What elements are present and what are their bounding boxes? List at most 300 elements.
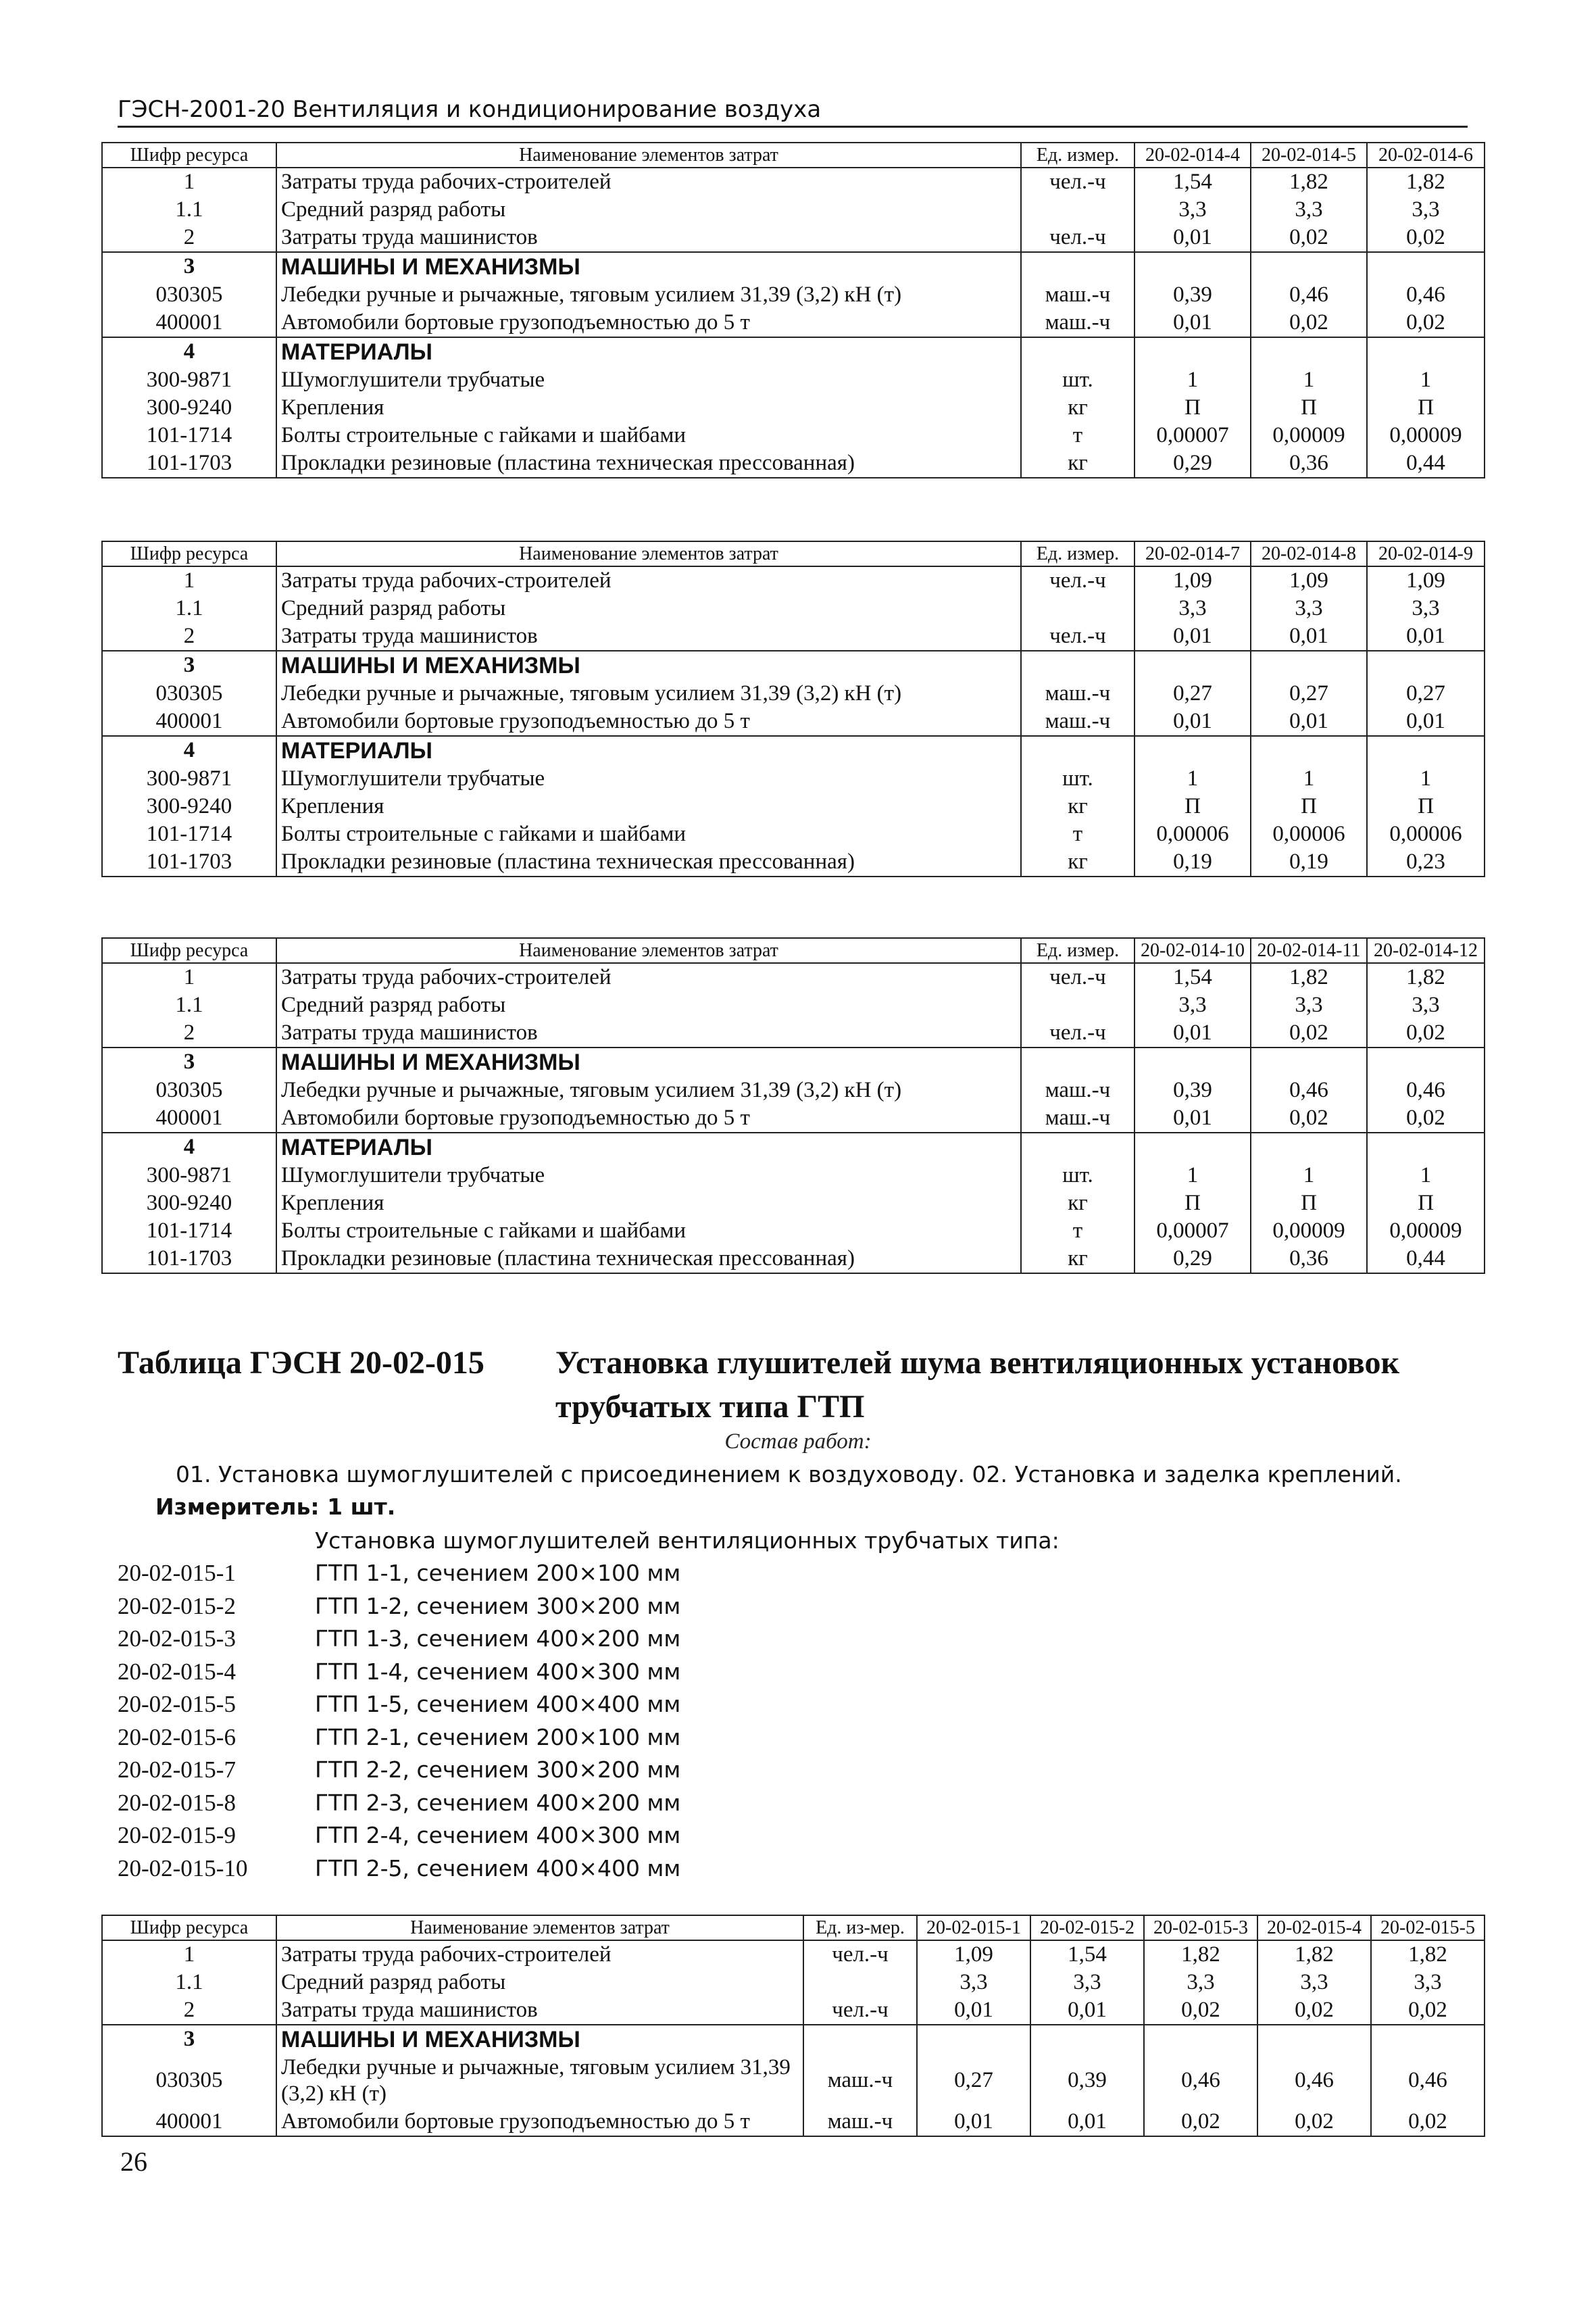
col-header-rate: 20-02-015-3 (1144, 1915, 1257, 1940)
table-row (102, 1996, 1485, 2025)
cell-value: 3,3 (1367, 991, 1485, 1019)
cell-value: 0,01 (1030, 1996, 1144, 2025)
cell-value (1251, 651, 1367, 680)
cell-unit: чел.-ч (1021, 1019, 1134, 1048)
cell-value: 1,09 (917, 1940, 1030, 1969)
table-row (102, 1940, 1485, 1969)
cell-value: 0,02 (1257, 1996, 1371, 2025)
cell-value: 0,02 (1144, 2108, 1257, 2136)
variant-item (118, 1560, 680, 1593)
cell-name: Затраты труда машинистов (276, 224, 1021, 252)
measure-unit: Измеритель: 1 шт. (155, 1494, 396, 1520)
col-header-rate: 20-02-015-5 (1371, 1915, 1485, 1940)
cell-unit (1021, 1048, 1134, 1077)
cell-name: МАШИНЫ И МЕХАНИЗМЫ (276, 651, 1021, 680)
cell-code: 2 (102, 622, 276, 651)
cell-unit: шт. (1021, 1162, 1134, 1189)
col-header-rate: 20-02-014-4 (1134, 143, 1251, 168)
cell-code: 300-9871 (102, 366, 276, 394)
cell-unit: шт. (1021, 366, 1134, 394)
table-row (102, 963, 1485, 991)
variant-text: ГТП 2-2, сечением 300×200 мм (315, 1756, 681, 1783)
table-row (102, 622, 1485, 651)
variant-item (118, 1855, 680, 1888)
cell-value: 0,01 (1134, 224, 1251, 252)
variant-text: ГТП 1-5, сечением 400×400 мм (315, 1691, 681, 1717)
page-number: 26 (120, 2146, 147, 2177)
col-header-code: Шифр ресурса (102, 541, 276, 566)
cell-value: П (1367, 1189, 1485, 1217)
cell-code: 101-1703 (102, 449, 276, 478)
cell-value: 0,44 (1367, 449, 1485, 478)
table-header-row (102, 938, 1485, 963)
cell-code: 400001 (102, 1104, 276, 1133)
cell-name: Лебедки ручные и рычажные, тяговым усилием 31,39 (3,2) кН (т) (276, 281, 1021, 309)
cell-unit (803, 2025, 917, 2054)
cell-value: 1 (1251, 366, 1367, 394)
cell-unit: кг (1021, 1189, 1134, 1217)
cell-unit (1021, 991, 1134, 1019)
cell-value: 3,3 (1257, 1969, 1371, 1996)
variant-code: 20-02-015-5 (118, 1691, 236, 1717)
cell-name: Затраты труда рабочих-строителей (276, 566, 1021, 595)
table-header-row (102, 1915, 1485, 1940)
cell-value: 0,36 (1251, 1245, 1367, 1273)
cell-code: 4 (102, 736, 276, 765)
table-row (102, 1162, 1485, 1189)
table-row (102, 337, 1485, 366)
cell-value: 0,01 (1030, 2108, 1144, 2136)
table-row (102, 820, 1485, 848)
cell-unit: т (1021, 820, 1134, 848)
cell-value: 1 (1134, 366, 1251, 394)
table-row (102, 1048, 1485, 1077)
variant-text: ГТП 1-2, сечением 300×200 мм (315, 1592, 681, 1619)
col-header-rate: 20-02-014-10 (1134, 938, 1251, 963)
variant-code: 20-02-015-2 (118, 1592, 236, 1619)
variant-text: ГТП 2-3, сечением 400×200 мм (315, 1789, 681, 1816)
cell-name: Прокладки резиновые (пластина техническая прессованная) (276, 1245, 1021, 1273)
col-header-unit: Ед. измер. (1021, 541, 1134, 566)
cell-unit: маш.-ч (1021, 309, 1134, 337)
table-row (102, 2108, 1485, 2136)
table-row (102, 680, 1485, 708)
cell-unit (1021, 252, 1134, 281)
cell-value: 0,02 (1251, 309, 1367, 337)
table-row (102, 394, 1485, 422)
variant-code: 20-02-015-3 (118, 1625, 236, 1652)
cell-unit: кг (1021, 793, 1134, 820)
cell-name: Шумоглушители трубчатые (276, 765, 1021, 793)
col-header-unit: Ед. измер. (1021, 143, 1134, 168)
variant-text: ГТП 1-1, сечением 200×100 мм (315, 1560, 681, 1586)
variant-text: ГТП 1-3, сечением 400×200 мм (315, 1625, 681, 1652)
cell-value: 0,02 (1251, 224, 1367, 252)
variant-item (118, 1724, 680, 1757)
cell-value: 1 (1251, 765, 1367, 793)
cell-value: 0,00009 (1367, 1217, 1485, 1245)
cell-code: 101-1714 (102, 422, 276, 449)
cell-value: 3,3 (1371, 1969, 1485, 1996)
cell-value: 1,09 (1134, 566, 1251, 595)
cell-code: 4 (102, 337, 276, 366)
cell-value (1134, 1133, 1251, 1162)
variants-list (118, 1560, 680, 1888)
table-row (102, 1019, 1485, 1048)
cell-value: 0,36 (1251, 449, 1367, 478)
cell-unit: т (1021, 1217, 1134, 1245)
table-row (102, 566, 1485, 595)
cell-name: Болты строительные с гайками и шайбами (276, 422, 1021, 449)
cell-code: 3 (102, 252, 276, 281)
cell-code: 030305 (102, 1077, 276, 1104)
cell-code: 101-1703 (102, 848, 276, 877)
cell-name: Средний разряд работы (276, 595, 1021, 622)
cell-name: Средний разряд работы (276, 1969, 803, 1996)
table-row (102, 651, 1485, 680)
resource-table-014-4-6 (101, 142, 1485, 478)
cell-unit (803, 1969, 917, 1996)
variant-item (118, 1658, 680, 1692)
cell-unit: чел.-ч (1021, 622, 1134, 651)
cell-value: 0,00006 (1251, 820, 1367, 848)
cell-value (1367, 736, 1485, 765)
variant-code: 20-02-015-4 (118, 1658, 236, 1685)
variant-item (118, 1625, 680, 1658)
cell-value: 0,46 (1367, 281, 1485, 309)
variant-item (118, 1822, 680, 1855)
table-row (102, 2025, 1485, 2054)
cell-value: 1,82 (1144, 1940, 1257, 1969)
col-header-name: Наименование элементов затрат (276, 938, 1021, 963)
cell-value: 0,39 (1030, 2054, 1144, 2108)
cell-value (1251, 252, 1367, 281)
cell-code: 3 (102, 1048, 276, 1077)
variant-code: 20-02-015-7 (118, 1756, 236, 1783)
cell-value: 3,3 (1134, 991, 1251, 1019)
cell-value: 0,02 (1251, 1019, 1367, 1048)
cell-value: П (1251, 793, 1367, 820)
cell-value: 0,02 (1251, 1104, 1367, 1133)
col-header-name: Наименование элементов затрат (276, 541, 1021, 566)
cell-unit: т (1021, 422, 1134, 449)
table-label: Таблица ГЭСН 20-02-015 (118, 1345, 484, 1381)
cell-name: Затраты труда машинистов (276, 622, 1021, 651)
cell-unit (1021, 1133, 1134, 1162)
variant-text: ГТП 2-5, сечением 400×400 мм (315, 1854, 681, 1881)
cell-name: МАТЕРИАЛЫ (276, 337, 1021, 366)
col-header-name: Наименование элементов затрат (276, 1915, 803, 1940)
cell-code: 030305 (102, 680, 276, 708)
resource-table-014-10-12 (101, 937, 1485, 1274)
cell-unit: кг (1021, 1245, 1134, 1273)
cell-value: 0,46 (1367, 1077, 1485, 1104)
cell-name: Автомобили бортовые грузоподъемностью до 5 т (276, 309, 1021, 337)
cell-value: 0,02 (1257, 2108, 1371, 2136)
cell-value: 3,3 (1134, 595, 1251, 622)
col-header-rate: 20-02-014-8 (1251, 541, 1367, 566)
cell-code: 101-1703 (102, 1245, 276, 1273)
variant-code: 20-02-015-6 (118, 1723, 236, 1750)
table-row (102, 1217, 1485, 1245)
col-header-rate: 20-02-014-9 (1367, 541, 1485, 566)
cell-unit (1021, 196, 1134, 224)
cell-name: Автомобили бортовые грузоподъемностью до 5 т (276, 1104, 1021, 1133)
cell-unit (1021, 337, 1134, 366)
table-row (102, 1077, 1485, 1104)
cell-value: П (1134, 394, 1251, 422)
cell-value (1134, 1048, 1251, 1077)
cell-value: 0,01 (1134, 708, 1251, 736)
cell-unit: маш.-ч (1021, 680, 1134, 708)
table-title: Установка глушителей шума вентиляционных установок трубчатых типа ГТП (555, 1345, 1400, 1425)
cell-name: Крепления (276, 1189, 1021, 1217)
cell-unit (1021, 651, 1134, 680)
cell-code: 4 (102, 1133, 276, 1162)
cell-value: 0,29 (1134, 449, 1251, 478)
cell-unit: маш.-ч (803, 2108, 917, 2136)
table-row (102, 595, 1485, 622)
table-row (102, 1133, 1485, 1162)
cell-value (1257, 2025, 1371, 2054)
variant-text: ГТП 2-4, сечением 400×300 мм (315, 1822, 681, 1848)
cell-name: Прокладки резиновые (пластина техническая прессованная) (276, 848, 1021, 877)
cell-unit: шт. (1021, 765, 1134, 793)
cell-value: 3,3 (1134, 196, 1251, 224)
cell-code: 400001 (102, 2108, 276, 2136)
col-header-rate: 20-02-014-11 (1251, 938, 1367, 963)
cell-name: МАТЕРИАЛЫ (276, 1133, 1021, 1162)
cell-code: 101-1714 (102, 1217, 276, 1245)
cell-name: МАШИНЫ И МЕХАНИЗМЫ (276, 2025, 803, 2054)
variant-item (118, 1593, 680, 1626)
cell-name: Затраты труда рабочих-строителей (276, 168, 1021, 196)
cell-value: 1 (1251, 1162, 1367, 1189)
cell-value: 3,3 (1251, 991, 1367, 1019)
col-header-code: Шифр ресурса (102, 938, 276, 963)
cell-name: Средний разряд работы (276, 991, 1021, 1019)
cell-value: 1,54 (1134, 963, 1251, 991)
cell-unit (1021, 736, 1134, 765)
cell-value: 1 (1134, 765, 1251, 793)
cell-code: 101-1714 (102, 820, 276, 848)
cell-value: 0,00009 (1251, 422, 1367, 449)
cell-value (1251, 1133, 1367, 1162)
cell-value: 0,46 (1251, 281, 1367, 309)
cell-value: 0,27 (1134, 680, 1251, 708)
cell-value: 0,02 (1367, 309, 1485, 337)
table-row (102, 168, 1485, 196)
cell-name: МАШИНЫ И МЕХАНИЗМЫ (276, 252, 1021, 281)
cell-name: Шумоглушители трубчатые (276, 1162, 1021, 1189)
cell-value: 0,02 (1367, 1019, 1485, 1048)
table-row (102, 281, 1485, 309)
cell-value: 0,02 (1371, 2108, 1485, 2136)
cell-name: МАТЕРИАЛЫ (276, 736, 1021, 765)
cell-value: 3,3 (1367, 595, 1485, 622)
col-header-code: Шифр ресурса (102, 1915, 276, 1940)
cell-value: 0,23 (1367, 848, 1485, 877)
cell-unit (1021, 595, 1134, 622)
cell-value: 0,00007 (1134, 422, 1251, 449)
cell-value: 0,02 (1367, 1104, 1485, 1133)
table-header-row (102, 541, 1485, 566)
col-header-rate: 20-02-014-6 (1367, 143, 1485, 168)
cell-value: 3,3 (1251, 595, 1367, 622)
cell-value: 3,3 (1251, 196, 1367, 224)
cell-unit: чел.-ч (1021, 224, 1134, 252)
table-row (102, 793, 1485, 820)
cell-unit: чел.-ч (803, 1940, 917, 1969)
resource-table-014-7-9 (101, 541, 1485, 877)
cell-name: Затраты труда машинистов (276, 1019, 1021, 1048)
cell-value: 0,00006 (1367, 820, 1485, 848)
cell-name: Болты строительные с гайками и шайбами (276, 820, 1021, 848)
cell-name: Крепления (276, 793, 1021, 820)
cell-code: 030305 (102, 2054, 276, 2108)
col-header-rate: 20-02-015-4 (1257, 1915, 1371, 1940)
cell-code: 030305 (102, 281, 276, 309)
cell-value (1367, 651, 1485, 680)
cell-code: 2 (102, 1019, 276, 1048)
cell-value (1251, 337, 1367, 366)
cell-code: 1.1 (102, 196, 276, 224)
cell-name: Болты строительные с гайками и шайбами (276, 1217, 1021, 1245)
cell-value: 0,46 (1257, 2054, 1371, 2108)
cell-value (1367, 1048, 1485, 1077)
cell-name: Автомобили бортовые грузоподъемностью до 5 т (276, 2108, 803, 2136)
table-row (102, 309, 1485, 337)
cell-value: 0,02 (1144, 1996, 1257, 2025)
variant-code: 20-02-015-10 (118, 1854, 248, 1881)
cell-name: Шумоглушители трубчатые (276, 366, 1021, 394)
cell-unit: маш.-ч (1021, 1077, 1134, 1104)
cell-unit: кг (1021, 848, 1134, 877)
cell-value: 0,46 (1371, 2054, 1485, 2108)
cell-value: 3,3 (1367, 196, 1485, 224)
cell-unit: маш.-ч (1021, 281, 1134, 309)
variant-code: 20-02-015-1 (118, 1560, 236, 1586)
table-row (102, 1104, 1485, 1133)
cell-value (1251, 736, 1367, 765)
resource-table-015-1-5 (101, 1915, 1485, 2137)
cell-value: 1,82 (1251, 168, 1367, 196)
cell-value: 0,01 (1251, 622, 1367, 651)
col-header-unit: Ед. измер. (1021, 938, 1134, 963)
cell-name: Затраты труда рабочих-строителей (276, 963, 1021, 991)
variant-item (118, 1790, 680, 1823)
col-header-rate: 20-02-015-1 (917, 1915, 1030, 1940)
composition-text: 01. Установка шумоглушителей с присоединением к воздуховоду. 02. Установка и заделка креплений. (176, 1461, 1402, 1487)
cell-value: 1 (1367, 1162, 1485, 1189)
cell-value: 3,3 (1144, 1969, 1257, 1996)
cell-value: 0,01 (917, 2108, 1030, 2136)
table-row (102, 736, 1485, 765)
cell-value: 1,09 (1367, 566, 1485, 595)
cell-value: П (1367, 394, 1485, 422)
cell-code: 300-9871 (102, 765, 276, 793)
cell-value: 1 (1367, 366, 1485, 394)
cell-value: 0,01 (917, 1996, 1030, 2025)
cell-value: 0,02 (1367, 224, 1485, 252)
cell-unit: чел.-ч (1021, 168, 1134, 196)
cell-unit: чел.-ч (1021, 963, 1134, 991)
cell-value (1134, 736, 1251, 765)
cell-value: 0,00009 (1251, 1217, 1367, 1245)
col-header-code: Шифр ресурса (102, 143, 276, 168)
cell-value (1134, 651, 1251, 680)
cell-value: 0,01 (1134, 622, 1251, 651)
cell-value: 1,54 (1134, 168, 1251, 196)
cell-unit: кг (1021, 449, 1134, 478)
cell-code: 2 (102, 224, 276, 252)
cell-value (1367, 337, 1485, 366)
cell-value (1030, 2025, 1144, 2054)
cell-name: Автомобили бортовые грузоподъемностью до 5 т (276, 708, 1021, 736)
table-row (102, 196, 1485, 224)
cell-value: П (1134, 793, 1251, 820)
table-row (102, 848, 1485, 877)
cell-value: 3,3 (917, 1969, 1030, 1996)
cell-name: МАШИНЫ И МЕХАНИЗМЫ (276, 1048, 1021, 1077)
cell-value: 1,09 (1251, 566, 1367, 595)
cell-value: 0,01 (1367, 708, 1485, 736)
cell-value: 0,02 (1371, 1996, 1485, 2025)
cell-value: 0,29 (1134, 1245, 1251, 1273)
cell-value: 0,27 (1251, 680, 1367, 708)
variants-intro: Установка шумоглушителей вентиляционных трубчатых типа: (315, 1527, 1059, 1554)
cell-value: 0,01 (1134, 309, 1251, 337)
cell-code: 3 (102, 651, 276, 680)
cell-code: 3 (102, 2025, 276, 2054)
cell-value: П (1367, 793, 1485, 820)
cell-value: 0,39 (1134, 1077, 1251, 1104)
table-row (102, 991, 1485, 1019)
cell-code: 1 (102, 566, 276, 595)
cell-value (1371, 2025, 1485, 2054)
table-row (102, 708, 1485, 736)
table-row (102, 1245, 1485, 1273)
cell-name: Лебедки ручные и рычажные, тяговым усилием 31,39 (3,2) кН (т) (276, 1077, 1021, 1104)
cell-value: 1 (1134, 1162, 1251, 1189)
cell-unit: маш.-ч (1021, 1104, 1134, 1133)
table-row (102, 1969, 1485, 1996)
composition-heading: Состав работ: (724, 1429, 872, 1454)
table-row (102, 1189, 1485, 1217)
cell-name: Затраты труда машинистов (276, 1996, 803, 2025)
cell-value: 0,00007 (1134, 1217, 1251, 1245)
cell-code: 1 (102, 963, 276, 991)
variant-item (118, 1756, 680, 1790)
table-row (102, 2054, 1485, 2108)
cell-value: 1 (1367, 765, 1485, 793)
table-row (102, 422, 1485, 449)
cell-value: П (1251, 1189, 1367, 1217)
cell-value: 1,82 (1257, 1940, 1371, 1969)
table-row (102, 449, 1485, 478)
cell-unit: чел.-ч (1021, 566, 1134, 595)
cell-code: 1.1 (102, 1969, 276, 1996)
table-row (102, 366, 1485, 394)
table-row (102, 224, 1485, 252)
cell-code: 1.1 (102, 595, 276, 622)
col-header-name: Наименование элементов затрат (276, 143, 1021, 168)
cell-value: 0,01 (1367, 622, 1485, 651)
cell-value: 0,01 (1134, 1019, 1251, 1048)
cell-code: 300-9240 (102, 793, 276, 820)
variant-code: 20-02-015-8 (118, 1789, 236, 1816)
cell-code: 400001 (102, 309, 276, 337)
